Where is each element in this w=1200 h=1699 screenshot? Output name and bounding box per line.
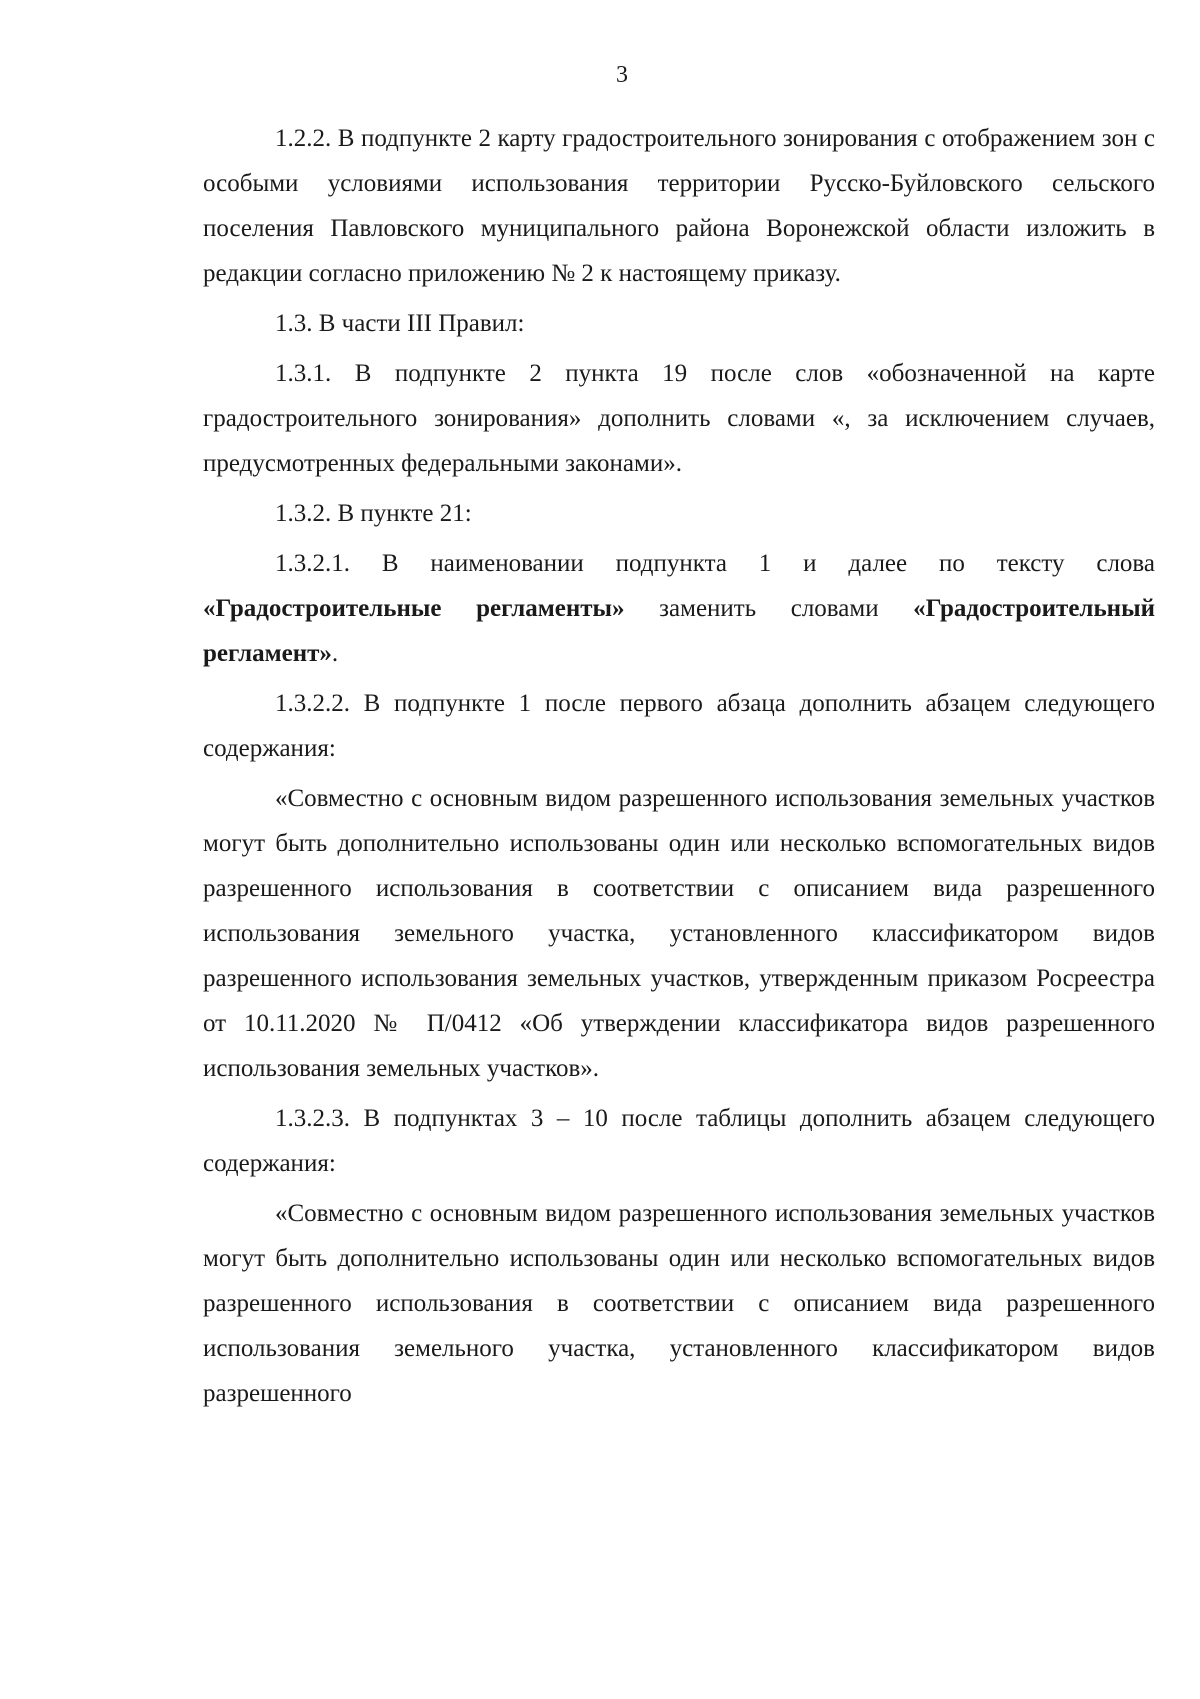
paragraph-1-2-2: 1.2.2. В подпункте 2 карту градостроительного зонирования с отображением зон с особыми условиями использования территории Русско-Буйловского сельского поселения Павловского муниципального района Воронежской области изложить в редакции согласно приложению № 2 к настоящему приказу. (203, 125, 1155, 287)
paragraph-1-3-2: 1.3.2. В пункте 21: (275, 500, 472, 527)
document-body (203, 116, 1155, 1421)
paragraph-1-3-2-3: 1.3.2.3. В подпунктах 3 – 10 после таблицы дополнить абзацем следующего содержания: (203, 1105, 1155, 1177)
paragraph-1-3-2-1 (203, 541, 1155, 676)
quoted-term-new: «Градостроительный регламент» (203, 595, 1155, 667)
paragraph-1-3-2-1-mid: заменить словами (624, 595, 914, 622)
paragraph-1-3-2-1-end: . (331, 640, 339, 667)
paragraph-1-3: 1.3. В части III Правил: (275, 310, 525, 337)
paragraph-1-3-1: 1.3.1. В подпункте 2 пункта 19 после слов «обозначенной на карте градостроительного зонирования» дополнить словами «, за исключением случаев, предусмотренных федеральными законами». (203, 360, 1155, 477)
quoted-insert-1: «Совместно с основным видом разрешенного использования земельных участков могут быть дополнительно использованы один или несколько вспомогательных видов разрешенного использования в соответствии с описанием вида разрешенного использования земельного участка, установленного классификатором видов разрешенного использования земельных участков, утвержденным приказом Росреестра от 10.11.2020 № П/0412 «Об утверждении классификатора видов разрешенного использования земельных участков». (203, 785, 1155, 1082)
paragraph-1-3-2-1-start: 1.3.2.1. В наименовании подпункта 1 и далее по тексту слова (275, 550, 1155, 577)
page-number: 3 (616, 62, 628, 88)
paragraph-1-3-2-2: 1.3.2.2. В подпункте 1 после первого абзаца дополнить абзацем следующего содержания: (203, 690, 1155, 762)
quoted-insert-2: «Совместно с основным видом разрешенного использования земельных участков могут быть дополнительно использованы один или несколько вспомогательных видов разрешенного использования в соответствии с описанием вида разрешенного использования земельного участка, установленного классификатором видов разрешенного (203, 1200, 1155, 1407)
quoted-term-old: «Градостроительные регламенты» (203, 595, 625, 622)
